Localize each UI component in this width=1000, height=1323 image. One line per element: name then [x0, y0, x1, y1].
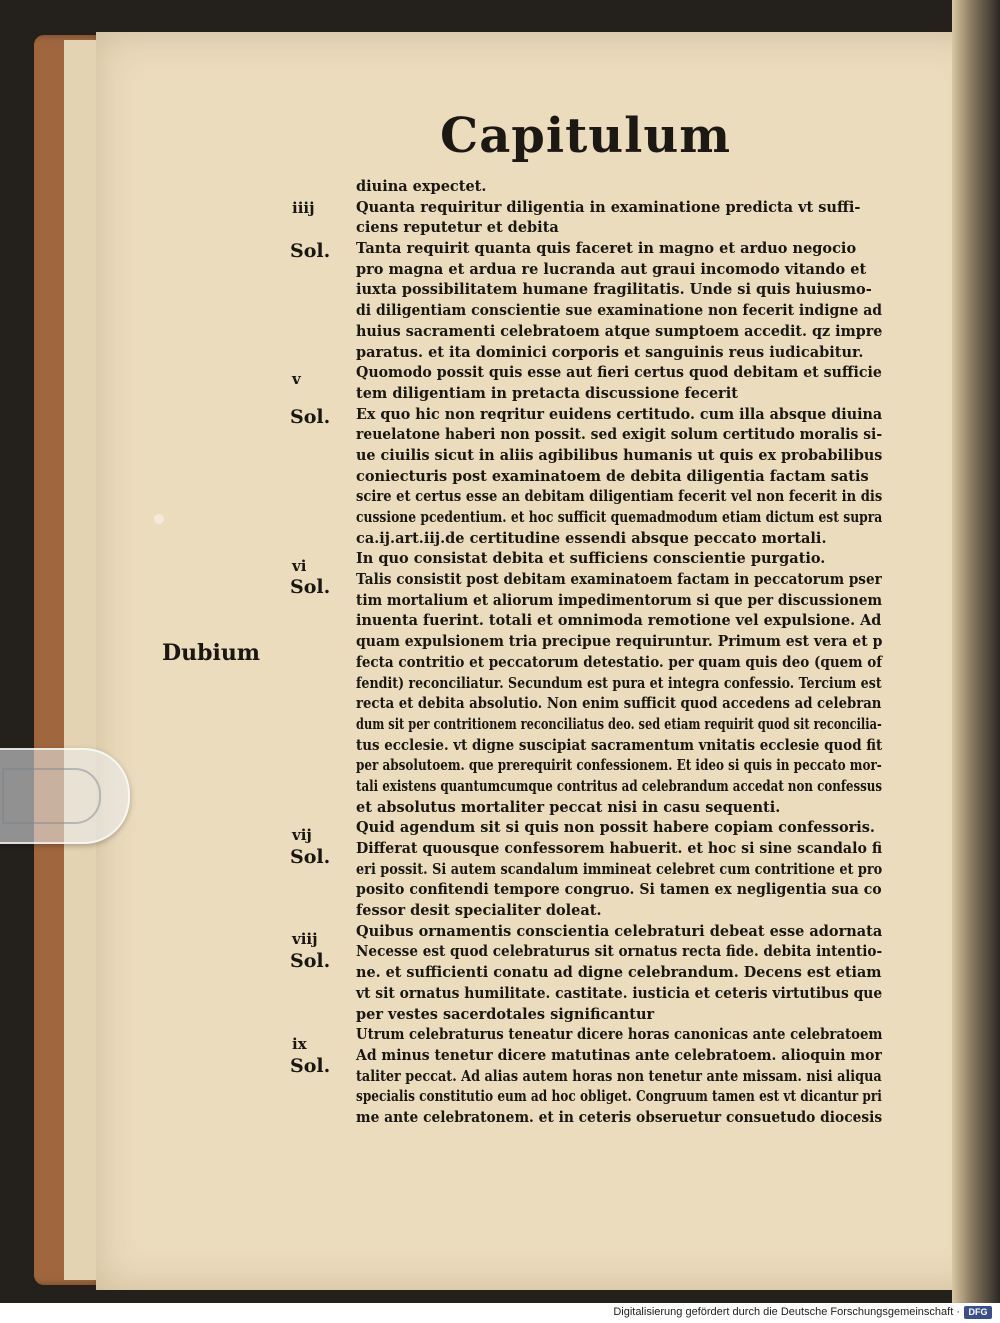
text-line: recta et debita absolutio. Non enim sufficit quod accedens ad celebran — [356, 695, 882, 713]
text-line: diuina expectet. — [356, 178, 487, 195]
text-line: Necesse est quod celebraturus sit ornatus recta fide. debita intentio- — [356, 943, 883, 961]
text-line: reuelatone haberi non possit. sed exigit solum certitudo moralis si- — [356, 426, 883, 444]
text-line: tim mortalium et aliorum impedimentorum si que per discussionem — [356, 591, 883, 609]
text-line: scire et certus esse an debitam diligentiam fecerit vel non fecerit in dis — [356, 488, 883, 506]
clip-inner-loop — [2, 768, 101, 824]
text-line: vt sit ornatus humilitate. castitate. iusticia et ceteris virtutibus que — [356, 984, 883, 1002]
text-line: fendit) reconciliatur. Secundum est pura et integra confessio. Tercium est — [356, 674, 882, 692]
text-line: tus ecclesie. vt digne suscipiat sacramentum vnitatis ecclesie quod fit — [356, 736, 883, 754]
page-hole — [154, 514, 164, 524]
text-line: ue ciuilis sicut in aliis agibilibus humanis ut quis ex probabilibus — [356, 446, 883, 464]
text-line: inuenta fuerint. totali et omnimoda remotione vel expulsione. Ad — [356, 612, 882, 630]
page-body-text — [356, 177, 886, 1129]
text-line: ne. et sufficienti conatu ad digne celebrandum. Decens est etiam — [356, 964, 882, 982]
text-line: Tanta requirit quanta quis faceret in magno et arduo negocio — [356, 240, 857, 258]
margin-solution-label: Sol. — [290, 576, 331, 598]
margin-solution-label: Sol. — [290, 846, 331, 868]
margin-solution-label: Sol. — [290, 406, 331, 428]
text-line: huius sacramenti celebratoem atque sumptoem accedit. qz impre — [356, 322, 883, 340]
text-line: ciens reputetur et debita — [356, 219, 559, 237]
text-line: tem diligentiam in pretacta discussione fecerit — [356, 384, 738, 402]
text-line: Ad minus tenetur dicere matutinas ante celebratoem. alioquin mor — [356, 1046, 882, 1064]
margin-question-number: iiij — [292, 199, 315, 217]
text-line: taliter peccat. Ad alias autem horas non tenetur ante missam. nisi aliqua — [356, 1067, 882, 1085]
text-line: specialis constitutio eum ad hoc obliget. Congruum tamen est vt dicantur pri — [356, 1088, 882, 1106]
margin-dubium-note: Dubium — [162, 640, 261, 666]
margin-question-number: vi — [292, 557, 307, 575]
text-line: cussione pcedentium. et hoc sufficit quemadmodum etiam dictum est supra — [356, 509, 883, 526]
text-line: me ante celebratonem. et in ceteris obseruetur consuetudo diocesis — [356, 1108, 883, 1126]
text-line: Utrum celebraturus teneatur dicere horas canonicas ante celebratoem — [356, 1026, 883, 1044]
dfg-logo-icon: DFG — [964, 1306, 992, 1319]
text-line: posito confitendi tempore congruo. Si tamen ex negligentia sua co — [356, 881, 882, 899]
text-line: paratus. et ita dominici corporis et sanguinis reus iudicabitur. — [356, 343, 864, 361]
book-gutter — [952, 0, 1000, 1303]
funding-notice: Digitalisierung gefördert durch die Deutsche Forschungsgemeinschaft · — [613, 1306, 960, 1318]
margin-solution-label: Sol. — [290, 1055, 331, 1077]
text-line: et absolutus mortaliter peccat nisi in casu sequenti. — [356, 798, 781, 816]
text-line: Quibus ornamentis conscientia celebraturi debeat esse adornata — [356, 922, 883, 940]
text-line: Differat quousque confessorem habuerit. et hoc si sine scandalo fi — [356, 840, 883, 857]
text-line: fecta contritio et peccatorum detestatio. per quam quis deo (quem of — [356, 653, 883, 671]
text-line: iuxta possibilitatem humane fragilitatis. Unde si quis huiusmo- — [356, 281, 872, 299]
text-line: In quo consistat debita et sufficiens conscientie purgatio. — [356, 550, 826, 568]
text-line: di diligentiam conscientie sue examinatione non fecerit indigne ad — [356, 302, 883, 320]
text-line: per vestes sacerdotales significantur — [356, 1005, 655, 1023]
text-line: dum sit per contritionem reconciliatus deo. sed etiam requirit quod sit reconcilia- — [356, 715, 882, 733]
plastic-page-clip — [0, 748, 130, 844]
margin-solution-label: Sol. — [290, 240, 331, 262]
text-line: Quanta requiritur diligentia in examinatione predicta vt suffi- — [356, 198, 861, 216]
text-line: pro magna et ardua re lucranda aut graui incomodo vitando et — [356, 260, 867, 278]
running-head: Capitulum — [440, 108, 732, 164]
text-line: fessor desit specialiter doleat. — [356, 902, 602, 920]
text-line: Quomodo possit quis esse aut fieri certus quod debitam et sufficie — [356, 364, 882, 382]
footer-bar — [0, 1303, 1000, 1323]
margin-solution-label: Sol. — [290, 950, 331, 972]
margin-question-number: ix — [292, 1035, 307, 1053]
text-line: quam expulsionem tria precipue requiruntur. Primum est vera et p — [356, 633, 883, 651]
text-line: Quid agendum sit si quis non possit habere copiam confessoris. — [356, 819, 875, 837]
text-line: coniecturis post examinatoem de debita diligentia factam satis — [356, 467, 869, 485]
margin-question-number: v — [292, 370, 301, 388]
text-line: eri possit. Si autem scandalum immineat celebret cum contritione et pro — [356, 860, 883, 878]
page-stack-edge — [64, 40, 100, 1280]
margin-question-number: vij — [292, 826, 312, 844]
text-line: ca.ij.art.iij.de certitudine essendi absque peccato mortali. — [356, 529, 827, 547]
text-line: per absolutoem. que prerequirit confessionem. Et ideo si quis in peccato mor- — [356, 757, 882, 775]
margin-question-number: viij — [292, 930, 318, 948]
text-line: tali existens quantumcumque contritus ad celebrandum accedat non confessus — [356, 777, 883, 795]
text-line: Talis consistit post debitam examinatoem factam in peccatorum pser — [356, 571, 882, 589]
text-line: Ex quo hic non reqritur euidens certitudo. cum illa absque diuina — [356, 405, 883, 423]
